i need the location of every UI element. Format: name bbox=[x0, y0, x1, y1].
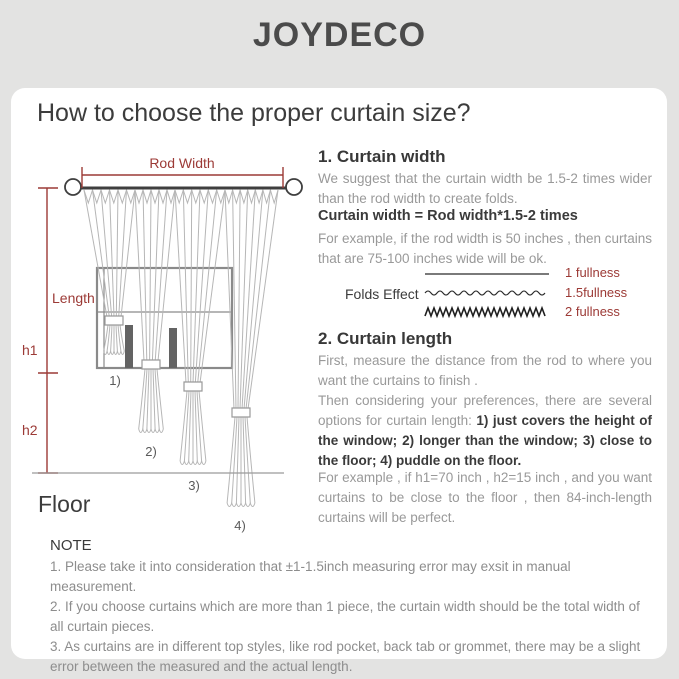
curtain-1-label: 1) bbox=[109, 373, 121, 388]
h1-label: h1 bbox=[22, 342, 38, 358]
page-title: How to choose the proper curtain size? bbox=[37, 99, 471, 127]
section-width-text-2: For example, if the rod width is 50 inches , then curtains that are 75-100 inches wide will be ok. bbox=[318, 231, 652, 266]
section-length-text-2 bbox=[318, 391, 652, 471]
folds-effect-label: Folds Effect bbox=[345, 286, 419, 302]
note-section bbox=[50, 537, 650, 677]
floor-label: Floor bbox=[38, 491, 91, 517]
rod-finial-right bbox=[286, 179, 302, 195]
length-label: Length bbox=[52, 290, 95, 306]
fullness-1-label: 1 fullness bbox=[565, 265, 620, 281]
length-measure bbox=[38, 188, 58, 473]
fullness-2-label: 2 fullness bbox=[565, 304, 620, 320]
h2-label: h2 bbox=[22, 422, 38, 438]
note-heading: NOTE bbox=[50, 537, 92, 554]
zigzag-line-icon bbox=[423, 304, 551, 320]
curtain-4-label: 4) bbox=[234, 518, 246, 533]
curtain-2-label: 2) bbox=[145, 444, 157, 459]
section-length-heading: 2. Curtain length bbox=[318, 329, 453, 348]
brand-logo: JOYDECO bbox=[252, 16, 427, 54]
fullness-row-1 bbox=[423, 263, 627, 283]
note-item-3: 3. As curtains are in different top styles, like rod pocket, back tab or grommet, there may be a slight error between the measured and the actual length. bbox=[50, 639, 641, 674]
curtain-3-label: 3) bbox=[188, 478, 200, 493]
curtain-measurement-diagram bbox=[14, 146, 320, 538]
folds-effect-figure bbox=[318, 263, 652, 325]
section-width-heading: 1. Curtain width bbox=[318, 147, 446, 166]
fullness-1-5-label: 1.5fullness bbox=[565, 284, 628, 300]
fullness-row-2 bbox=[423, 283, 627, 303]
length-options-list: 1) just covers the height of the window; 2) longer than the window; 3) close to the floor; 4) puddle on the floor. bbox=[318, 413, 653, 468]
rod-width-label: Rod Width bbox=[149, 155, 215, 171]
curtain-width-formula: Curtain width = Rod width*1.5-2 times bbox=[318, 208, 578, 224]
curtains-illustration bbox=[84, 190, 278, 507]
note-item-2: 2. If you choose curtains which are more than 1 piece, the curtain width should be the total width of all curtain pieces. bbox=[50, 599, 640, 634]
note-item-1: 1. Please take it into consideration that ±1-1.5inch measuring error may exsit in manual measurement. bbox=[50, 559, 571, 594]
wave-line-icon bbox=[423, 284, 551, 300]
length-options-intro: Then considering your preferences, there are several options for curtain length: bbox=[318, 393, 652, 428]
rod-finial-left bbox=[65, 179, 81, 195]
section-length-text-1: First, measure the distance from the rod to where you want the curtains to finish . bbox=[318, 353, 652, 388]
fullness-row-3 bbox=[423, 302, 627, 322]
straight-line-icon bbox=[423, 265, 551, 281]
section-width-text-1: We suggest that the curtain width be 1.5-2 times wider than the rod width to create folds. bbox=[318, 171, 652, 206]
section-length-text-3: For example , if h1=70 inch , h2=15 inch , and you want curtains to be close to the floor , then 84-inch-length curtains will be perfect. bbox=[318, 470, 652, 525]
